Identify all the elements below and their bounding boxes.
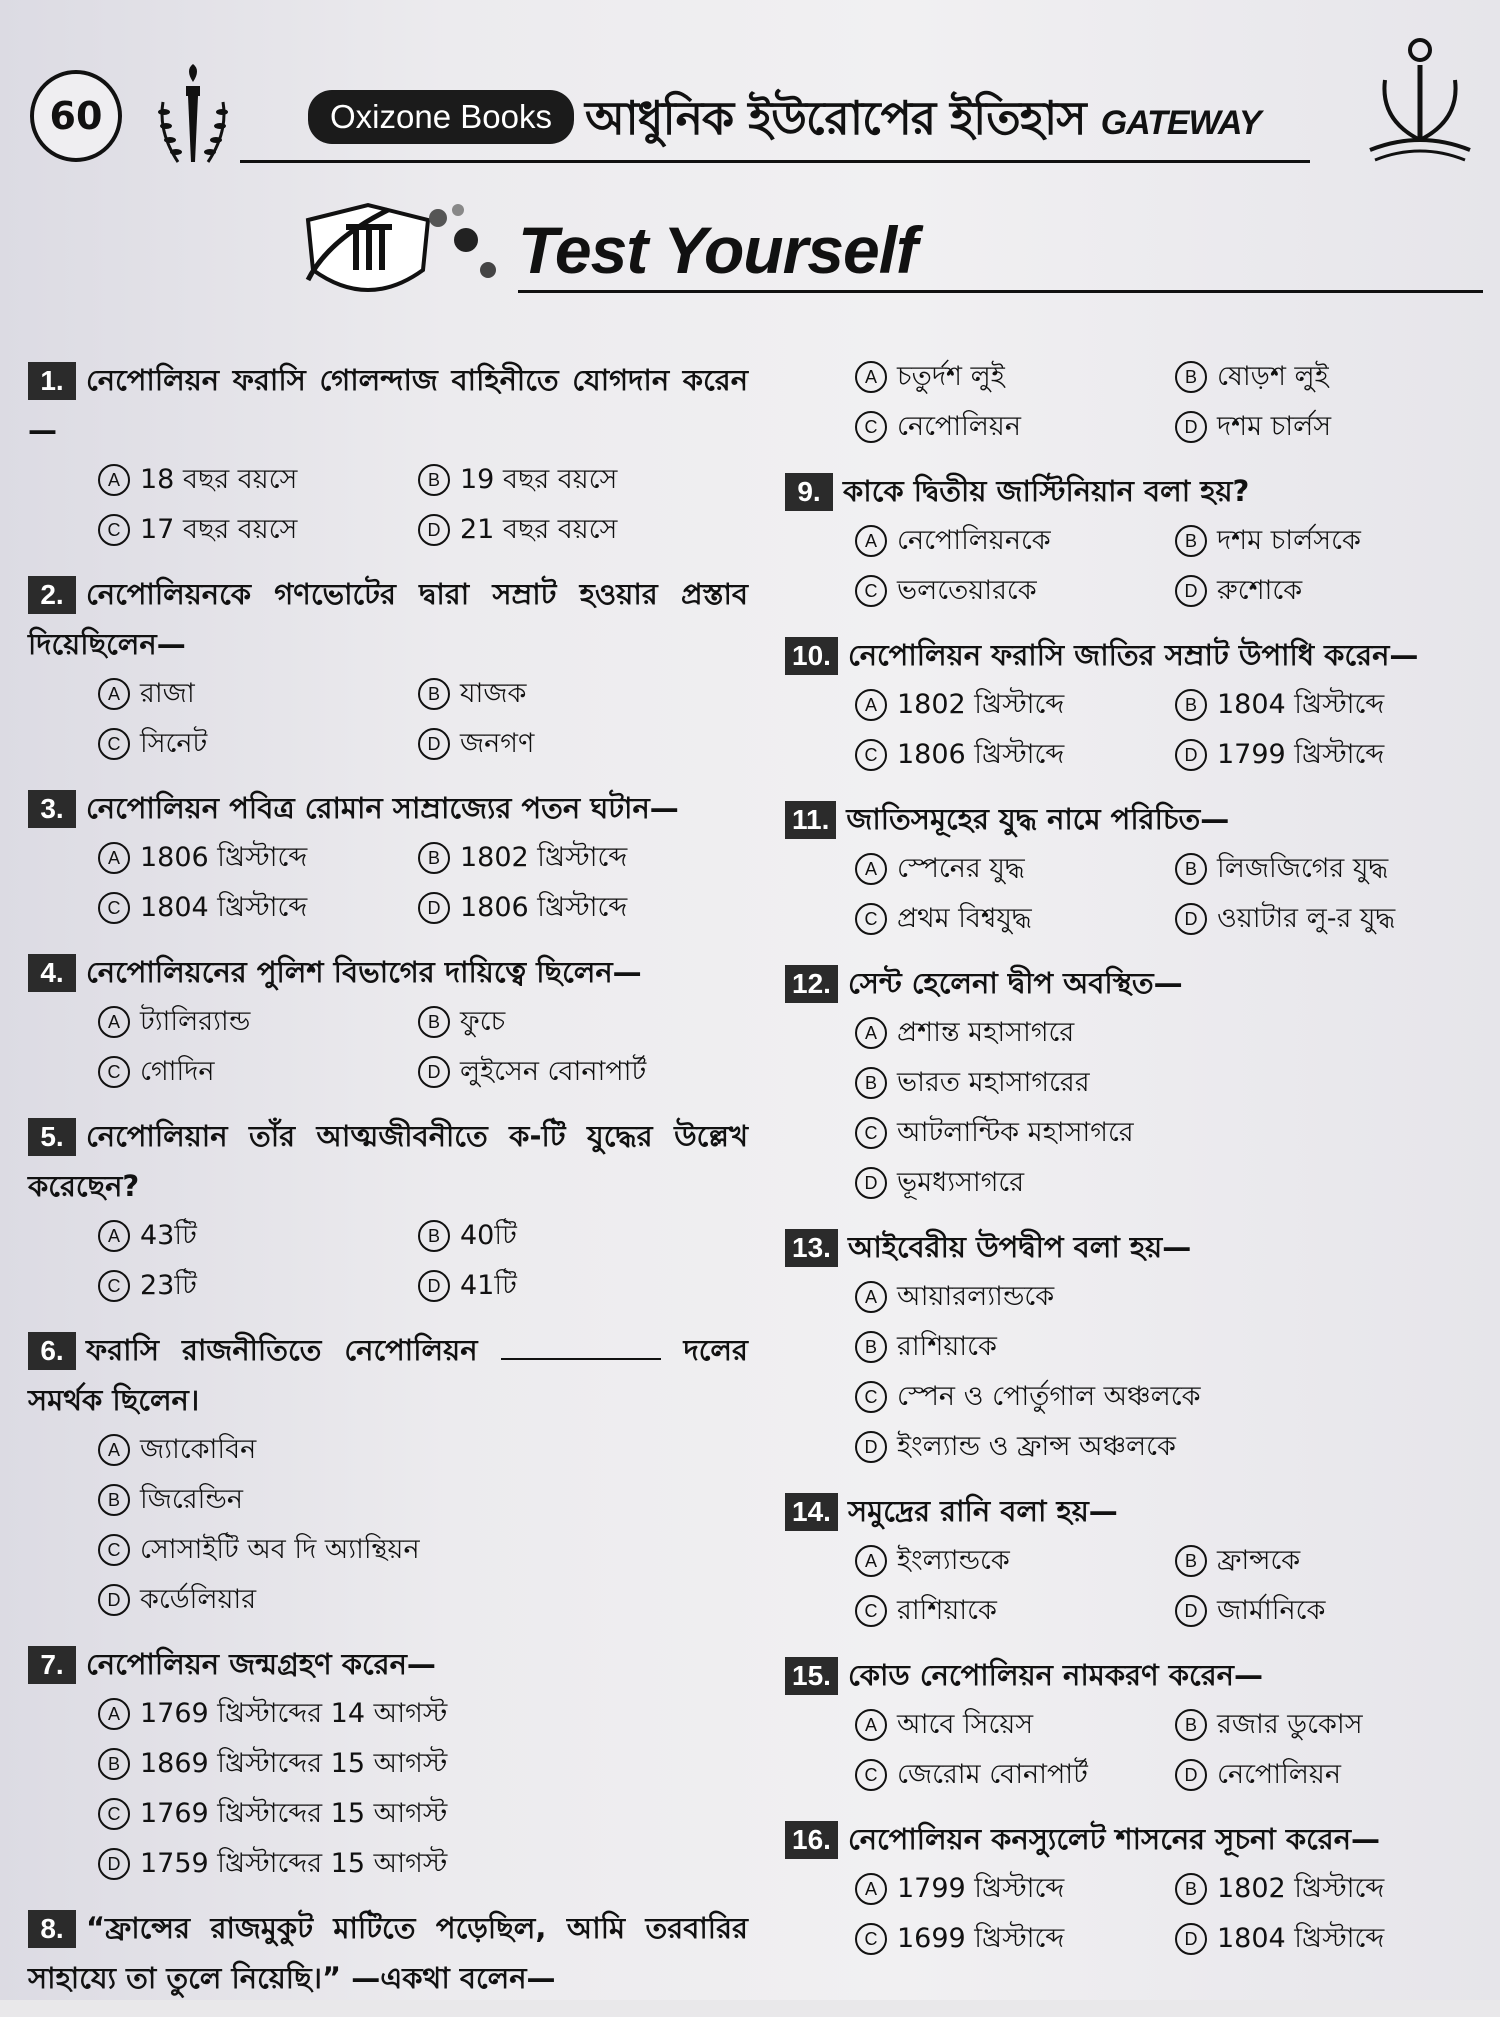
option-d[interactable] [1175,894,1495,944]
option-letter-circle: A [98,1006,130,1038]
question-8-continued [785,352,1485,452]
question-text-line [28,1325,748,1425]
section-rule [518,290,1483,293]
question-item [28,947,748,1097]
options-grid [855,1864,1485,1964]
question-text: “ফ্রান্সের রাজমুকুট মাটিতে পড়েছিল, আমি তরবারির সাহায্যে তা তুলে নিয়েছি।” —একথা বলেন— [28,1911,748,1995]
option-text: চতুর্দশ লুই [897,361,1005,392]
option-a[interactable] [855,1536,1175,1586]
option-c[interactable] [98,719,418,769]
option-text: রজার ডুকোস [1217,1709,1363,1740]
options-grid [855,1272,1485,1472]
option-c[interactable] [855,402,1175,452]
question-item [785,630,1485,780]
option-letter-circle: A [855,525,887,557]
option-text: সিনেট [140,728,208,759]
option-letter-circle: D [98,1584,130,1616]
option-text: রাশিয়াকে [897,1331,997,1362]
question-item [28,1325,748,1625]
option-d[interactable] [1175,1586,1495,1636]
option-letter-circle: B [1175,1873,1207,1905]
option-a[interactable] [98,1425,698,1475]
option-letter-circle: D [1175,575,1207,607]
question-text-line [785,466,1485,516]
option-letter-circle: A [98,1698,130,1730]
right-questions [785,466,1485,1964]
question-number-badge: 3. [28,790,76,828]
option-c[interactable] [98,1789,698,1839]
option-text: 1799 খ্রিস্টাব্দে [897,1873,1065,1904]
option-text: আটলান্টিক মহাসাগরে [897,1117,1134,1148]
option-text: স্পেন ও পোর্তুগাল অঞ্চলকে [897,1381,1201,1412]
option-a[interactable] [855,1272,1455,1322]
question-text: জাতিসমূহের যুদ্ধ নামে পরিচিত— [846,802,1230,836]
question-item [785,1222,1485,1472]
header-rule [240,160,1310,163]
publisher-badge: Oxizone Books [308,90,574,144]
question-number-badge: 13. [785,1229,838,1267]
option-letter-circle: D [1175,1595,1207,1627]
option-text: নেপোলিয়ন [1217,1759,1341,1790]
torch-laurel-icon [148,62,238,172]
option-letter-circle: A [855,1545,887,1577]
option-text: রাশিয়াকে [897,1595,997,1626]
option-text: ইংল্যান্ড ও ফ্রান্স অঞ্চলকে [897,1431,1176,1462]
option-b[interactable] [855,1322,1455,1372]
option-letter-circle: B [418,1220,450,1252]
option-text: জার্মানিকে [1217,1595,1326,1626]
question-text: সমুদ্রের রানি বলা হয়— [847,1494,1118,1528]
option-b[interactable] [855,1058,1455,1108]
question-number-badge: 10. [785,637,838,675]
question-item [785,1814,1485,1964]
question-text-line [28,355,748,455]
option-text: 1869 খ্রিস্টাব্দের 15 আগস্ট [140,1748,448,1779]
option-text: লুইসেন বোনাপার্ট [460,1056,647,1087]
option-text: আবে সিয়েস [897,1709,1034,1740]
option-letter-circle: C [98,514,130,546]
option-text: 1699 খ্রিস্টাব্দে [897,1923,1065,1954]
option-text: ট্যালির‍্যান্ড [140,1006,251,1037]
shield-emblem-icon [288,200,508,310]
book-title [585,84,1261,160]
option-d[interactable] [98,1839,698,1889]
question-number-badge: 5. [28,1118,76,1156]
option-c[interactable] [855,730,1175,780]
option-letter-circle: B [98,1748,130,1780]
option-letter-circle: D [418,514,450,546]
option-text: ভূমধ্যসাগরে [897,1167,1025,1198]
option-letter-circle: C [98,1798,130,1830]
option-a[interactable] [855,516,1175,566]
option-text: স্পেনের যুদ্ধ [897,853,1025,884]
right-column [785,352,1485,1978]
option-c[interactable] [855,1586,1175,1636]
option-text: 23টি [140,1270,197,1301]
option-letter-circle: A [855,1281,887,1313]
question-number-badge: 16. [785,1821,838,1859]
option-text: নেপোলিয়নকে [897,525,1051,556]
option-c[interactable] [98,1261,418,1311]
question-text-line [785,794,1485,844]
option-text: 1759 খ্রিস্টাব্দের 15 আগস্ট [140,1848,448,1879]
option-text: ফ্রান্সকে [1217,1545,1301,1576]
option-b[interactable] [1175,1864,1495,1914]
option-c[interactable] [855,1108,1455,1158]
options-grid [98,1689,748,1889]
option-letter-circle: A [98,1434,130,1466]
option-d[interactable] [98,1575,698,1625]
option-text: রুশোকে [1217,575,1303,606]
option-text: 17 বছর বয়সে [140,514,298,545]
option-a[interactable] [98,1689,698,1739]
option-letter-circle: B [98,1484,130,1516]
option-letter-circle: A [855,853,887,885]
option-c[interactable] [855,1750,1175,1800]
option-text: ভলতেয়ারকে [897,575,1037,606]
question-text-line [785,958,1485,1008]
question-item [28,569,748,769]
options-grid [98,1211,748,1311]
option-b[interactable] [98,1739,698,1789]
option-b[interactable] [98,1475,698,1525]
option-letter-circle: B [1175,525,1207,557]
option-d[interactable] [1175,402,1495,452]
option-text: প্রশান্ত মহাসাগরে [897,1017,1075,1048]
question-number-badge: 7. [28,1646,76,1684]
option-letter-circle: C [98,1534,130,1566]
option-letter-circle: A [98,464,130,496]
options-grid [98,1425,748,1625]
question-number-badge: 15. [785,1657,838,1695]
question-text-line [28,783,748,833]
question-text: নেপোলিয়ন পবিত্র রোমান সাম্রাজ্যের পতন ঘটান— [86,791,679,825]
question-text: নেপোলিয়ন কনস্যুলেট শাসনের সূচনা করেন— [847,1822,1381,1856]
option-text: 19 বছর বয়সে [460,464,618,495]
option-letter-circle: B [418,1006,450,1038]
option-letter-circle: A [855,1873,887,1905]
option-d[interactable] [1175,1750,1495,1800]
option-d[interactable] [418,719,738,769]
option-letter-circle: B [418,678,450,710]
option-b[interactable] [418,997,738,1047]
option-letter-circle: A [855,1017,887,1049]
left-column [28,355,748,2017]
option-c[interactable] [855,1372,1455,1422]
option-letter-circle: D [1175,903,1207,935]
option-d[interactable] [418,1047,738,1097]
option-b[interactable] [418,669,738,719]
option-letter-circle: D [418,1056,450,1088]
options-grid [855,844,1485,944]
options-grid [98,455,748,555]
option-text: ইংল্যান্ডকে [897,1545,1010,1576]
option-a[interactable] [855,680,1175,730]
option-letter-circle: D [1175,739,1207,771]
option-letter-circle: B [855,1067,887,1099]
option-letter-circle: A [98,1220,130,1252]
option-text: 1806 খ্রিস্টাব্দে [460,892,628,923]
option-c[interactable] [855,566,1175,616]
question-number-badge: 1. [28,362,76,400]
option-letter-circle: B [1175,1709,1207,1741]
options-grid [98,669,748,769]
option-letter-circle: C [855,411,887,443]
option-text: জনগণ [460,728,535,759]
question-item [28,355,748,555]
question-number-badge: 14. [785,1493,838,1531]
option-letter-circle: A [855,689,887,721]
option-letter-circle: C [855,1117,887,1149]
option-text: 1769 খ্রিস্টাব্দের 14 আগস্ট [140,1698,448,1729]
option-letter-circle: B [855,1331,887,1363]
question-text: নেপোলিয়নকে গণভোটের দ্বারা সম্রাট হওয়ার প্রস্তাব দিয়েছিলেন— [28,577,748,661]
option-letter-circle: C [855,1759,887,1791]
question-text-line [28,947,748,997]
option-letter-circle: C [855,1923,887,1955]
question-text: নেপোলিয়ন ফরাসি জাতির সম্রাট উপাধি করেন— [847,638,1419,672]
option-d[interactable] [418,883,738,933]
question-item [785,958,1485,1208]
option-letter-circle: C [855,1381,887,1413]
option-text: সোসাইটি অব দি অ্যান্থিয়ন [140,1534,420,1565]
option-d[interactable] [418,505,738,555]
option-text: ভারত মহাসাগরের [897,1067,1090,1098]
option-letter-circle: C [855,903,887,935]
option-letter-circle: C [98,1270,130,1302]
option-text: 1806 খ্রিস্টাব্দে [897,739,1065,770]
question-item [28,783,748,933]
book-title-text: আধুনিক ইউরোপের ইতিহাস [585,91,1086,145]
options-grid [855,680,1485,780]
option-text: প্রথম বিশ্বযুদ্ধ [897,903,1032,934]
option-text: জেরোম বোনাপার্ট [897,1759,1088,1790]
option-text: 1804 খ্রিস্টাব্দে [1217,1923,1385,1954]
book-subtitle: GATEWAY [1100,104,1261,142]
option-a[interactable] [855,1864,1175,1914]
option-letter-circle: B [418,464,450,496]
question-text-tail: দলের সমর্থক ছিলেন। [28,1333,748,1417]
section-title: Test Yourself [518,213,918,287]
question-item [785,466,1485,616]
option-text: যাজক [460,678,527,709]
option-a[interactable] [98,455,418,505]
question-text: নেপোলিয়ন ফরাসি গোলন্দাজ বাহিনীতে যোগদান করেন— [28,363,748,447]
option-b[interactable] [418,833,738,883]
option-text: 40টি [460,1220,517,1251]
option-text: ষোড়শ লুই [1217,361,1329,392]
question-text: নেপোলিয়ন জন্মগ্রহণ করেন— [86,1647,436,1681]
option-text: 21 বছর বয়সে [460,514,618,545]
option-a[interactable] [98,833,418,883]
option-letter-circle: B [418,842,450,874]
option-text: 1806 খ্রিস্টাব্দে [140,842,308,873]
option-b[interactable] [1175,516,1495,566]
option-letter-circle: B [1175,853,1207,885]
option-c[interactable] [98,1047,418,1097]
option-a[interactable] [855,844,1175,894]
option-text: 1802 খ্রিস্টাব্দে [897,689,1065,720]
question-number-badge: 12. [785,965,838,1003]
option-d[interactable] [1175,730,1495,780]
question-item [785,1650,1485,1800]
option-text: 18 বছর বয়সে [140,464,298,495]
option-text: ফুচে [460,1006,506,1037]
section-banner [288,200,1488,310]
option-text: 1804 খ্রিস্টাব্দে [1217,689,1385,720]
option-letter-circle: C [855,575,887,607]
option-text: জিরেন্ডিন [140,1484,243,1515]
option-a[interactable] [98,997,418,1047]
option-d[interactable] [1175,1914,1495,1964]
question-text-line [785,1222,1485,1272]
option-text: ওয়াটার লু-র যুদ্ধ [1217,903,1396,934]
options-grid [855,352,1485,452]
option-b[interactable] [1175,680,1495,730]
option-letter-circle: D [1175,1759,1207,1791]
option-text: দশম চার্লসকে [1217,525,1361,556]
options-grid [855,1700,1485,1800]
option-letter-circle: C [855,739,887,771]
question-number-badge: 8. [28,1910,76,1948]
question-text-line [28,569,748,669]
option-text: 43টি [140,1220,197,1251]
question-number-badge: 11. [785,801,836,839]
option-letter-circle: D [855,1167,887,1199]
option-letter-circle: C [855,1595,887,1627]
option-letter-circle: D [98,1848,130,1880]
option-letter-circle: D [418,728,450,760]
options-grid [855,1008,1485,1208]
option-text: দশম চার্লস [1217,411,1332,442]
option-letter-circle: A [98,842,130,874]
option-text: আয়ারল্যান্ডকে [897,1281,1055,1312]
option-letter-circle: B [1175,1545,1207,1577]
question-item [28,1903,748,2003]
question-text: নেপোলিয়নের পুলিশ বিভাগের দায়িত্বে ছিলেন— [86,955,642,989]
option-letter-circle: D [418,892,450,924]
question-text: আইবেরীয় উপদ্বীপ বলা হয়— [847,1230,1192,1264]
option-text: 1804 খ্রিস্টাব্দে [140,892,308,923]
question-item [785,1486,1485,1636]
option-letter-circle: A [855,1709,887,1741]
question-text: সেন্ট হেলেনা দ্বীপ অবস্থিত— [847,966,1183,1000]
option-text: 1802 খ্রিস্টাব্দে [460,842,628,873]
page-number: 60 [30,70,122,162]
question-text: নেপোলিয়ান তাঁর আত্মজীবনীতে ক-টি যুদ্ধের উল্লেখ করেছেন? [28,1119,748,1203]
question-number-badge: 6. [28,1332,76,1370]
option-d[interactable] [855,1422,1455,1472]
lotus-logo-icon [1360,30,1480,170]
option-c[interactable] [98,1525,698,1575]
question-text-line [28,1111,748,1211]
question-text: ফরাসি রাজনীতিতে নেপোলিয়ন [86,1333,478,1367]
option-text: নেপোলিয়ন [897,411,1021,442]
option-b[interactable] [418,455,738,505]
option-text: 1769 খ্রিস্টাব্দের 15 আগস্ট [140,1798,448,1829]
fill-in-blank[interactable] [501,1358,661,1360]
option-a[interactable] [98,1211,418,1261]
option-a[interactable] [855,352,1175,402]
option-letter-circle: B [1175,361,1207,393]
option-d[interactable] [1175,566,1495,616]
option-letter-circle: C [98,728,130,760]
option-b[interactable] [418,1211,738,1261]
option-text: জ্যাকোবিন [140,1434,257,1465]
question-text: কোড নেপোলিয়ন নামকরণ করেন— [847,1658,1263,1692]
options-grid [98,833,748,933]
question-text-line [785,1814,1485,1864]
options-grid [855,1536,1485,1636]
question-text-line [785,1650,1485,1700]
option-letter-circle: B [1175,689,1207,721]
question-text: কাকে দ্বিতীয় জাস্টিনিয়ান বলা হয়? [843,474,1250,508]
option-letter-circle: A [855,361,887,393]
options-grid [855,516,1485,616]
option-d[interactable] [855,1158,1455,1208]
option-a[interactable] [855,1700,1175,1750]
question-number-badge: 2. [28,576,76,614]
question-text-line [785,1486,1485,1536]
option-letter-circle: D [1175,1923,1207,1955]
option-letter-circle: A [98,678,130,710]
option-b[interactable] [1175,844,1495,894]
question-item [785,794,1485,944]
option-a[interactable] [98,669,418,719]
option-b[interactable] [1175,1700,1495,1750]
option-text: 1802 খ্রিস্টাব্দে [1217,1873,1385,1904]
option-c[interactable] [855,894,1175,944]
option-b[interactable] [1175,352,1495,402]
question-text-line [28,1639,748,1689]
option-letter-circle: D [855,1431,887,1463]
option-text: কর্ডেলিয়ার [140,1584,257,1615]
question-text-line [785,630,1485,680]
question-number-badge: 9. [785,473,833,511]
question-item [28,1111,748,1311]
question-text-line [28,1903,748,2003]
option-letter-circle: C [98,1056,130,1088]
option-letter-circle: D [418,1270,450,1302]
option-text: 1799 খ্রিস্টাব্দে [1217,739,1385,770]
option-letter-circle: D [1175,411,1207,443]
option-b[interactable] [1175,1536,1495,1586]
question-number-badge: 4. [28,954,76,992]
option-text: রাজা [140,678,195,709]
option-text: লিজজিগের যুদ্ধ [1217,853,1389,884]
option-d[interactable] [418,1261,738,1311]
option-c[interactable] [855,1914,1175,1964]
option-c[interactable] [98,883,418,933]
option-text: 41টি [460,1270,517,1301]
option-text: গোদিন [140,1056,215,1087]
option-c[interactable] [98,505,418,555]
option-a[interactable] [855,1008,1455,1058]
option-letter-circle: C [98,892,130,924]
question-item [28,1639,748,1889]
options-grid [98,997,748,1097]
